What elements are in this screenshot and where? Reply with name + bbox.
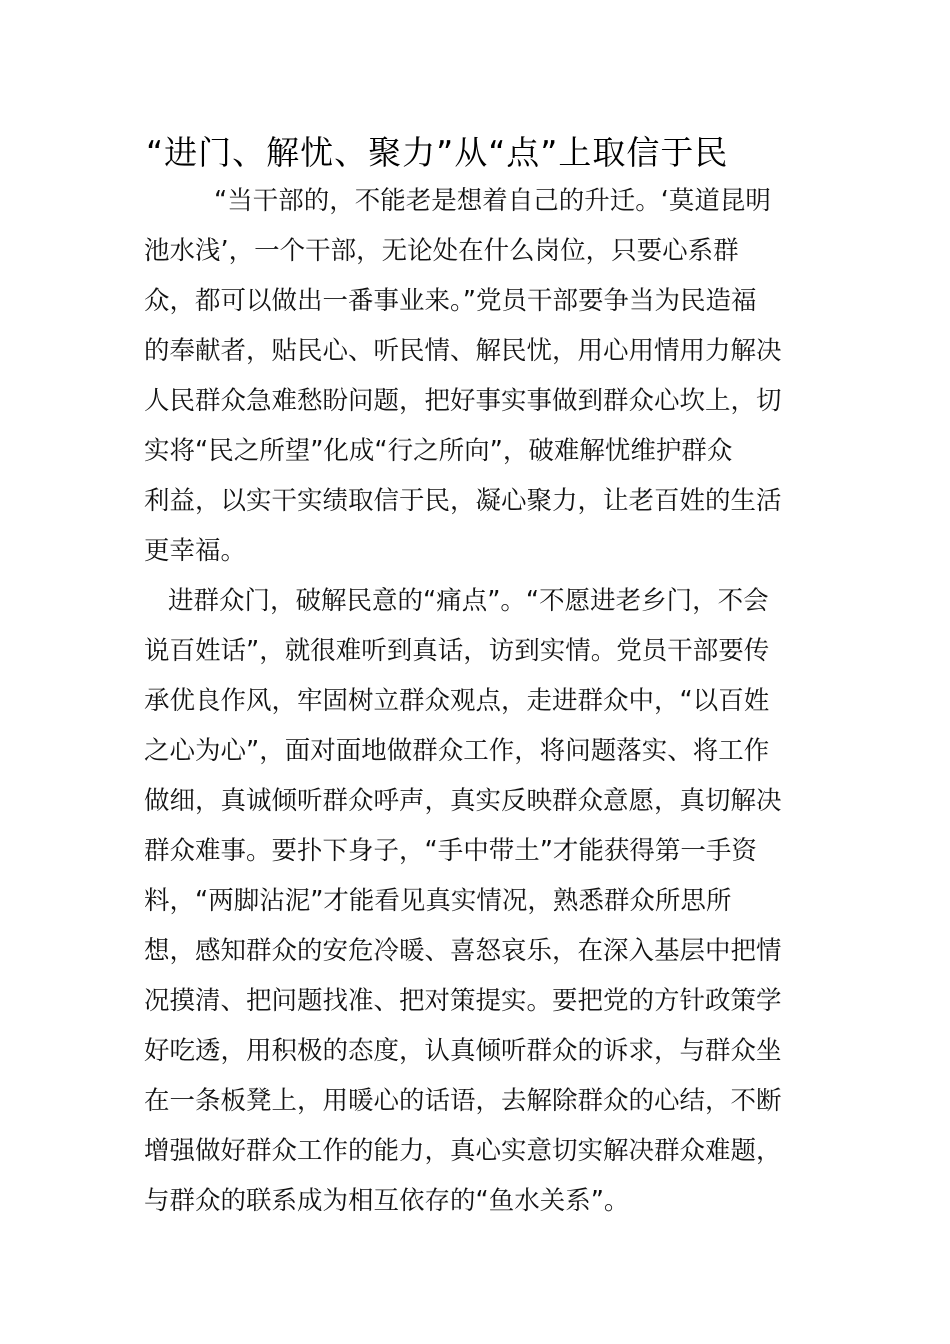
paragraph-2-line-5: 做细，真诚倾听群众呼声，真实反映群众意愿，真切解决: [144, 786, 782, 816]
paragraph-2-line-9: 况摸清、把问题找准、把对策提实。要把党的方针政策学: [144, 986, 782, 1016]
paragraph-2-line-8: 想，感知群众的安危冷暖、喜怒哀乐，在深入基层中把情: [144, 936, 782, 966]
paragraph-1-line-2: 池水浅’，一个干部，无论处在什么岗位，只要心系群: [144, 236, 739, 266]
document-title: “进门、解忧、聚力”从“点”上取信于民: [146, 133, 729, 172]
paragraph-2-line-10: 好吃透，用积极的态度，认真倾听群众的诉求，与群众坐: [144, 1036, 782, 1066]
paragraph-1-line-1: “当干部的，不能老是想着自己的升迁。‘莫道昆明: [214, 186, 771, 216]
paragraph-2-line-1: 进群众门，破解民意的“痛点”。“不愿进老乡门，不会: [168, 586, 769, 616]
paragraph-1-line-4: 的奉献者，贴民心、听民情、解民忧，用心用情用力解决: [144, 336, 782, 366]
paragraph-2-line-4: 之心为心”，面对面地做群众工作，将问题落实、将工作: [144, 736, 770, 766]
paragraph-2-line-7: 料，“两脚沾泥”才能看见真实情况，熟悉群众所思所: [144, 886, 732, 916]
document-body: [144, 176, 810, 1226]
paragraph-2-line-2: 说百姓话”，就很难听到真话，访到实情。党员干部要传: [144, 636, 770, 666]
paragraph-2-line-6: 群众难事。要扑下身子，“手中带土”才能获得第一手资: [144, 836, 757, 866]
paragraph-2-line-12: 增强做好群众工作的能力，真心实意切实解决群众难题，: [144, 1136, 782, 1166]
paragraph-1-line-8: 更幸福。: [144, 536, 247, 566]
paragraph-1-line-7: 利益，以实干实绩取信于民，凝心聚力，让老百姓的生活: [144, 486, 782, 516]
paragraph-1-line-6: 实将“民之所望”化成“行之所向”，破难解忧维护群众: [144, 436, 733, 466]
paragraph-2-line-3: 承优良作风，牢固树立群众观点，走进群众中，“以百姓: [144, 686, 770, 716]
paragraph-2-line-11: 在一条板凳上，用暖心的话语，去解除群众的心结，不断: [144, 1086, 782, 1116]
paragraph-1-line-5: 人民群众急难愁盼问题，把好事实事做到群众心坎上，切: [144, 386, 782, 416]
paragraph-1-line-3: 众，都可以做出一番事业来。”党员干部要争当为民造福: [144, 286, 757, 316]
paragraph-2-line-13: 与群众的联系成为相互依存的“鱼水关系”。: [144, 1186, 630, 1216]
